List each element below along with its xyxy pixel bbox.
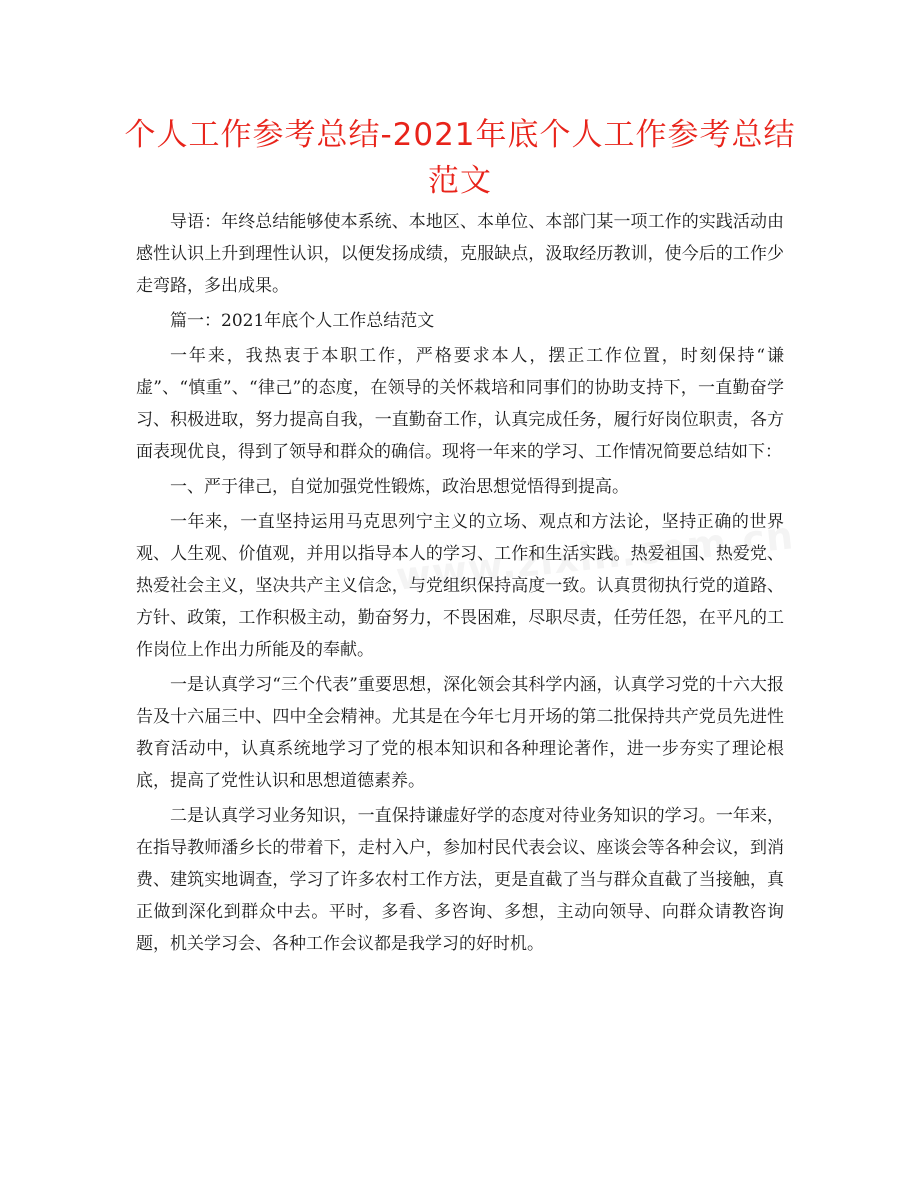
body-paragraph: 一是认真学习“三个代表”重要思想，深化领会其科学内涵，认真学习党的十六大报告及十六届三中、四中全会精神。尤其是在今年七月开场的第二批保持共产党员先进性教育活动中，认真系统地学习了党的根本知识和各种理论著作，进一步夯实了理论根底，提高了党性认识和思想道德素养。 (136, 675, 784, 791)
body-paragraph: 一年来，我热衷于本职工作，严格要求本人，摆正工作位置，时刻保持“谦虚”、“慎重”、“律己”的态度，在领导的关怀栽培和同事们的协助支持下，一直勤奋学习、积极进取，努力提高自我，一直勤奋工作，认真完成任务，履行好岗位职责，各方面表现优良，得到了领导和群众的确信。现将一年来的学习、工作情况简要总结如下： (136, 346, 784, 462)
intro-paragraph: 导语：年终总结能够使本系统、本地区、本单位、本部门某一项工作的实践活动由感性认识上升到理性认识，以便发扬成绩，克服缺点，汲取经历教训，使今后的工作少走弯路，多出成果。 (136, 212, 784, 296)
section-heading: 篇一：2021年底个人工作总结范文 (170, 311, 435, 331)
document-body (136, 206, 784, 963)
body-paragraph: 一年来，一直坚持运用马克思列宁主义的立场、观点和方法论，坚持正确的世界观、人生观、价值观，并用以指导本人的学习、工作和生活实践。热爱祖国、热爱党、热爱社会主义，坚决共产主义信念，与党组织保持高度一致。认真贯彻执行党的道路、方针、政策，工作积极主动，勤奋努力，不畏困难，尽职尽责，任劳任怨，在平凡的工作岗位上作出力所能及的奉献。 (136, 512, 784, 660)
subsection-heading: 一、严于律己，自觉加强党性锻炼，政治思想觉悟得到提高。 (170, 477, 629, 497)
document-title: 个人工作参考总结-2021年底个人工作参考总结范文 (124, 117, 796, 199)
body-paragraph: 二是认真学习业务知识，一直保持谦虚好学的态度对待业务知识的学习。一年来，在指导教师潘乡长的带着下，走村入户，参加村民代表会议、座谈会等各种会议，到消费、建筑实地调查，学习了许多农村工作方法，更是直截了当与群众直截了当接触，真正做到深化到群众中去。平时，多看、多咨询、多想，主动向领导、向群众请教咨询题，机关学习会、各种工作会议都是我学习的好时机。 (136, 806, 784, 954)
